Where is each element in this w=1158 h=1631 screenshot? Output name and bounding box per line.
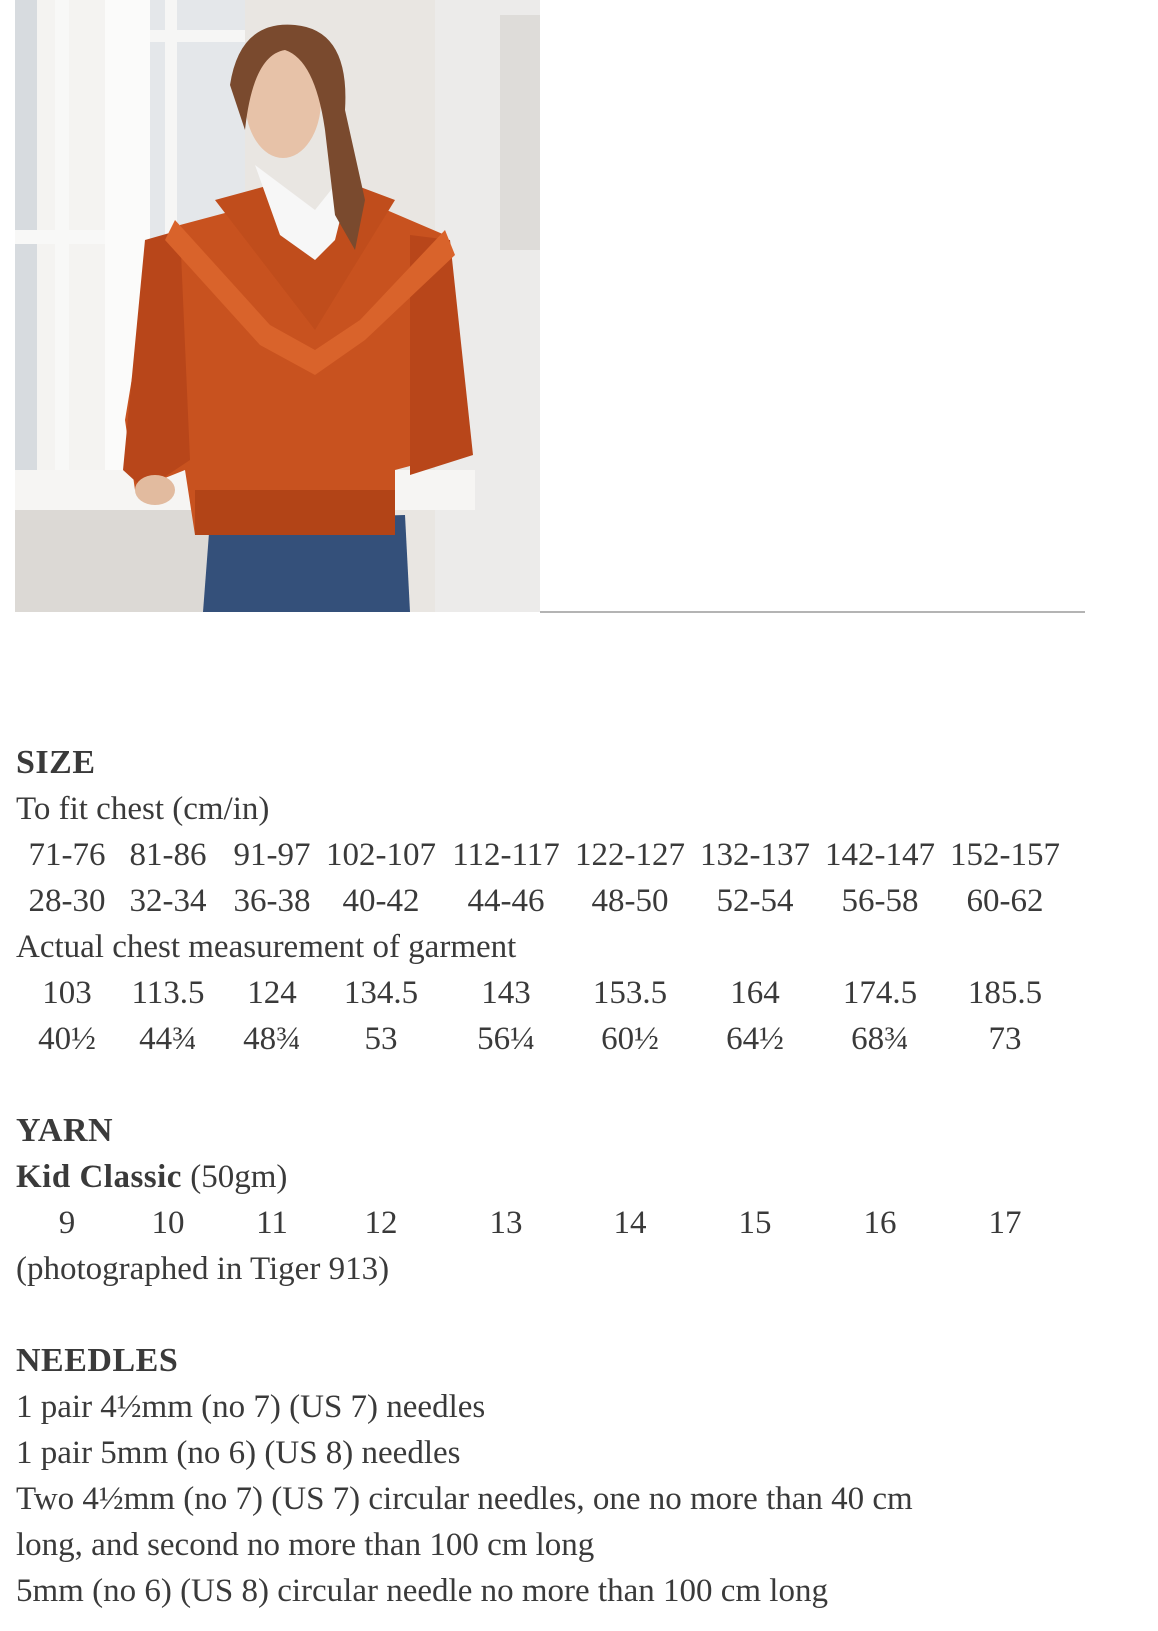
measurement-value: 124	[247, 975, 297, 1011]
measurement-value: 64½	[726, 1021, 784, 1057]
needles-line: 5mm (no 6) (US 8) circular needle no more than 100 cm long	[16, 1573, 828, 1609]
measurement-value: 48¾	[243, 1021, 301, 1057]
size-value: 112-117	[452, 837, 560, 873]
size-value: 132-137	[700, 837, 810, 873]
size-value: 81-86	[129, 837, 207, 873]
ball-count: 14	[613, 1205, 647, 1241]
measurement-value: 44¾	[139, 1021, 197, 1057]
size-value: 52-54	[716, 883, 794, 919]
actual-cm-row	[16, 970, 1136, 1016]
pattern-details	[16, 740, 1136, 1614]
ball-count: 17	[988, 1205, 1022, 1241]
ball-count: 13	[489, 1205, 523, 1241]
measurement-value: 56¼	[477, 1021, 535, 1057]
measurement-value: 60½	[601, 1021, 659, 1057]
measurement-value: 53	[364, 1021, 398, 1057]
measurement-value: 164	[730, 975, 780, 1011]
measurement-value: 174.5	[842, 975, 918, 1011]
yarn-weight: (50gm)	[190, 1159, 288, 1195]
chest-cm-row	[16, 832, 1136, 878]
ball-count: 10	[151, 1205, 185, 1241]
needles-line: 1 pair 5mm (no 6) (US 8) needles	[16, 1435, 461, 1471]
size-value: 60-62	[966, 883, 1044, 919]
actual-in-row	[16, 1016, 1136, 1062]
yarn-line	[16, 1154, 1136, 1200]
ball-count: 16	[863, 1205, 897, 1241]
size-value: 122-127	[575, 837, 685, 873]
horizontal-rule	[540, 611, 1085, 613]
yarn-balls-row	[16, 1200, 1136, 1246]
size-heading: SIZE	[16, 744, 96, 781]
needles-line: long, and second no more than 100 cm long	[16, 1527, 595, 1563]
measurement-value: 40½	[38, 1021, 96, 1057]
size-value: 91-97	[233, 837, 311, 873]
size-value: 102-107	[326, 837, 436, 873]
size-value: 71-76	[28, 837, 106, 873]
measurement-value: 134.5	[343, 975, 419, 1011]
size-value: 142-147	[825, 837, 935, 873]
yarn-name: Kid Classic	[16, 1159, 182, 1195]
size-value: 48-50	[591, 883, 669, 919]
ball-count: 15	[738, 1205, 772, 1241]
actual-chest-label: Actual chest measurement of garment	[16, 929, 517, 965]
needles-line: 1 pair 4½mm (no 7) (US 7) needles	[16, 1389, 486, 1425]
measurement-value: 185.5	[967, 975, 1043, 1011]
ball-count: 12	[364, 1205, 398, 1241]
ball-count: 11	[256, 1205, 288, 1241]
ball-count: 9	[58, 1205, 76, 1241]
size-value: 152-157	[950, 837, 1060, 873]
model-photo	[15, 0, 540, 612]
size-value: 28-30	[28, 883, 106, 919]
to-fit-chest-label: To fit chest (cm/in)	[16, 791, 270, 827]
photographed-note: (photographed in Tiger 913)	[16, 1251, 390, 1287]
size-value: 32-34	[129, 883, 207, 919]
measurement-value: 68¾	[851, 1021, 909, 1057]
size-value: 36-38	[233, 883, 311, 919]
measurement-value: 103	[42, 975, 92, 1011]
chest-in-row	[16, 878, 1136, 924]
size-value: 56-58	[841, 883, 919, 919]
measurement-value: 113.5	[131, 975, 205, 1011]
size-value: 44-46	[467, 883, 545, 919]
measurement-value: 143	[481, 975, 531, 1011]
measurement-value: 73	[988, 1021, 1022, 1057]
yarn-heading: YARN	[16, 1112, 114, 1149]
size-value: 40-42	[342, 883, 420, 919]
measurement-value: 153.5	[592, 975, 668, 1011]
needles-heading: NEEDLES	[16, 1342, 179, 1379]
needles-line: Two 4½mm (no 7) (US 7) circular needles, one no more than 40 cm	[16, 1481, 913, 1517]
